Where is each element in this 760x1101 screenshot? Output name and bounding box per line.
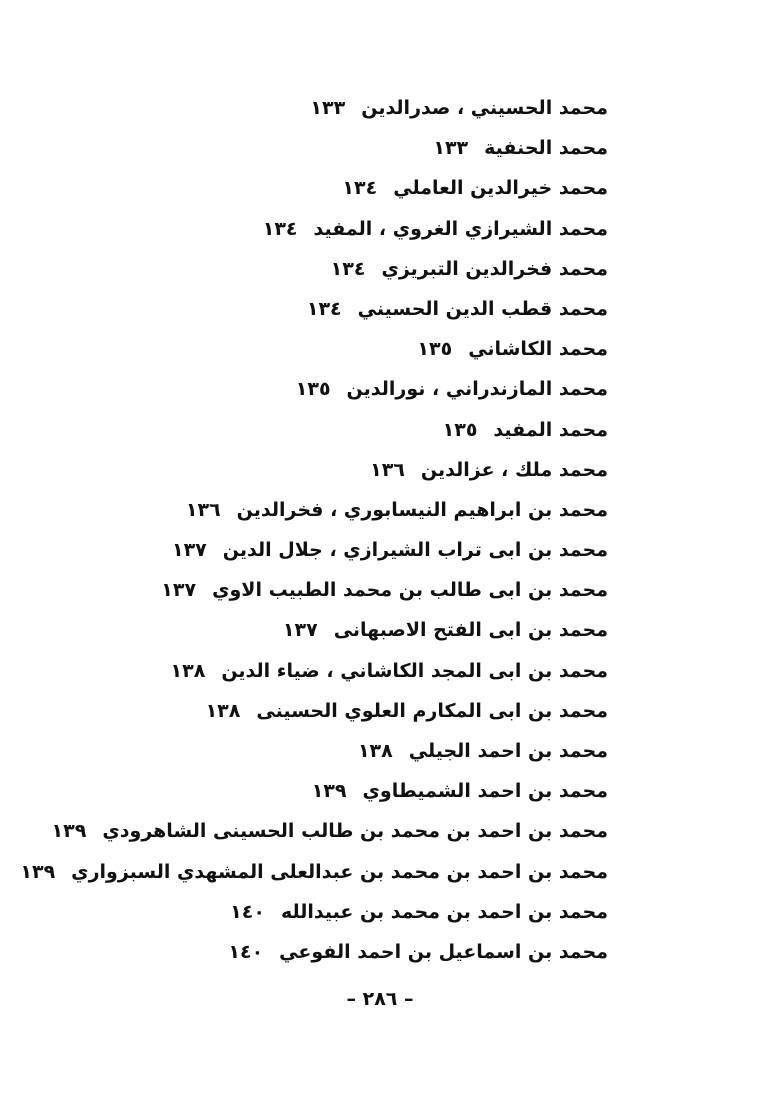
index-entry (128, 892, 608, 932)
index-entry (128, 369, 608, 409)
entry-name: محمد بن ابراهيم النيسابوري ، فخرالدين (236, 498, 608, 521)
entry-page-number: ١٣٥ (442, 418, 478, 441)
index-entry (128, 329, 608, 369)
index-entry (128, 168, 608, 208)
entry-page-number: ١٣٩ (51, 820, 87, 843)
name-index-list (20, 88, 608, 972)
index-entry (128, 570, 608, 610)
entry-page-number: ١٣٦ (185, 498, 221, 521)
entry-page-number: ١٣٧ (171, 539, 207, 562)
entry-page-number: ١٣٩ (20, 860, 56, 883)
index-entry (128, 651, 608, 691)
entry-name: محمد الحنفية (484, 137, 608, 160)
index-entry (128, 450, 608, 490)
entry-page-number: ١٣٣ (310, 97, 346, 119)
index-entry (128, 289, 608, 329)
entry-page-number: ١٣٦ (370, 458, 405, 481)
entry-name: محمد فخرالدين التبريزي (381, 257, 608, 280)
entry-page-number: ١٣٩ (311, 780, 347, 803)
entry-name: محمد بن ابى المكارم العلوي الحسينى (256, 699, 608, 722)
entry-name: محمد الحسيني ، صدرالدين (361, 97, 608, 119)
entry-page-number: ١٣٥ (295, 378, 331, 401)
entry-name: محمد الشيرازي الغروي ، المفيد (313, 217, 608, 240)
entry-name: محمد بن احمد الجيلي (408, 740, 608, 762)
entry-name: محمد بن ابى الفتح الاصبهانى (333, 619, 608, 642)
entry-name: محمد بن احمد الشميطاوي (362, 780, 608, 803)
entry-name: محمد بن ابى طالب بن محمد الطبيب الاوي (212, 579, 608, 602)
index-entry (128, 731, 608, 771)
entry-name: محمد بن احمد بن محمد بن عبيدالله (280, 900, 608, 923)
entry-name: محمد بن ابى تراب الشيرازي ، جلال الدين (222, 539, 608, 562)
entry-page-number: ١٤٠ (228, 940, 264, 963)
entry-page-number: ١٣٧ (161, 579, 197, 602)
entry-name: محمد المفيد (493, 418, 608, 441)
entry-page-number: ١٣٤ (262, 217, 298, 240)
entry-page-number: ١٣٤ (342, 177, 378, 200)
entry-page-number: ١٣٣ (433, 137, 469, 160)
entry-name: محمد بن احمد بن محمد بن عبدالعلى المشهدي السبزواري (71, 860, 608, 883)
page-number: – ٢٨٦ – (346, 988, 414, 1010)
entry-page-number: ١٣٨ (205, 699, 241, 722)
index-entry (128, 771, 608, 811)
entry-name: محمد ملك ، عزالدين (420, 458, 608, 481)
index-entry (128, 932, 608, 972)
entry-name: محمد بن ابى المجد الكاشاني ، ضياء الدين (221, 659, 608, 682)
index-entry (128, 530, 608, 570)
entry-name: محمد خيرالدين العاملي (393, 177, 608, 200)
index-entry (128, 490, 608, 530)
index-entry (128, 410, 608, 450)
entry-page-number: ١٣٨ (170, 659, 206, 682)
index-entry (128, 128, 608, 168)
index-entry (128, 209, 608, 249)
index-entry (128, 249, 608, 289)
entry-page-number: ١٣٤ (330, 257, 366, 280)
entry-name: محمد بن احمد بن محمد بن طالب الحسينى الشاهرودي (102, 820, 608, 843)
entry-name: محمد المازندراني ، نورالدين (346, 378, 608, 401)
index-entry (128, 610, 608, 650)
entry-page-number: ١٣٤ (306, 297, 342, 320)
entry-page-number: ١٣٧ (282, 619, 318, 642)
index-entry (20, 852, 608, 892)
index-entry (128, 691, 608, 731)
index-entry (128, 88, 608, 128)
entry-page-number: ١٤٠ (230, 900, 265, 923)
entry-name: محمد بن اسماعيل بن احمد الفوعي (279, 940, 608, 963)
entry-name: محمد الكاشاني (468, 338, 608, 361)
entry-page-number: ١٣٨ (357, 740, 393, 762)
index-entry (51, 811, 608, 851)
entry-page-number: ١٣٥ (417, 338, 453, 361)
entry-name: محمد قطب الدين الحسيني (357, 297, 608, 320)
